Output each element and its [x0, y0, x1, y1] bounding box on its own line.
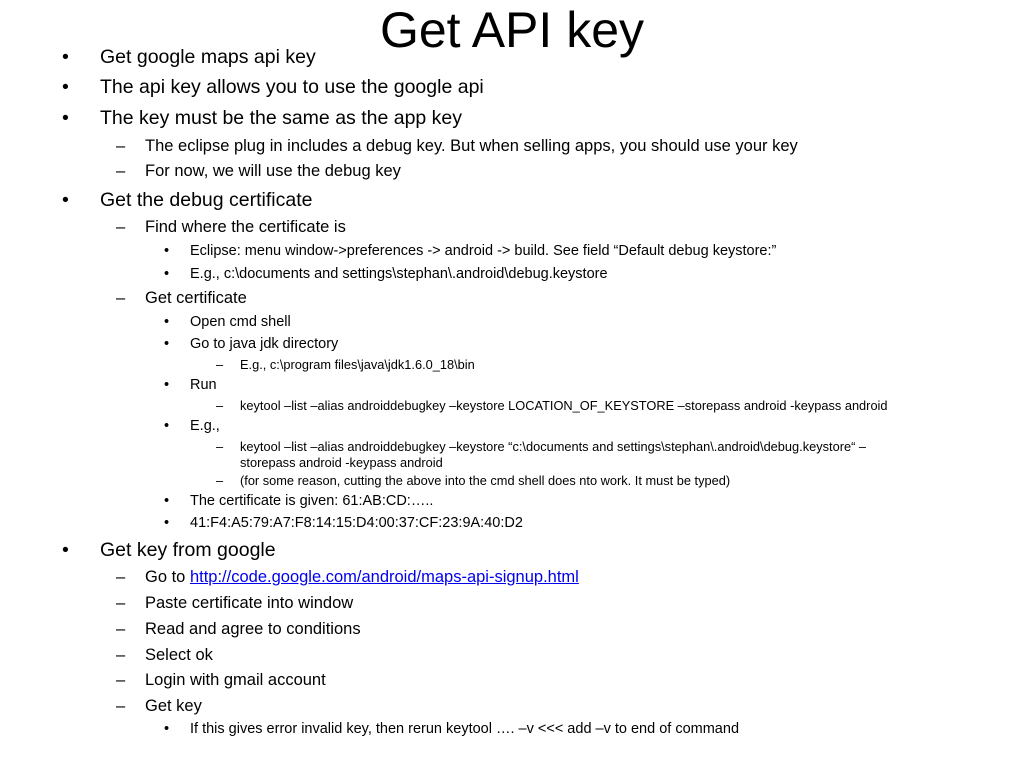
- sub-sub-item: [164, 266, 608, 282]
- detail-item-text: keytool –list –alias androiddebugkey –keystore LOCATION_OF_KEYSTORE –storepass android -keypass android: [240, 398, 888, 413]
- sub-item-text: For now, we will use the debug key: [145, 162, 401, 180]
- sub-sub-item-text: E.g.,: [190, 418, 220, 434]
- detail-item-continuation: [240, 455, 443, 470]
- sub-sub-item-text: Go to java jdk directory: [190, 336, 339, 352]
- sub-item-text: Get certificate: [145, 289, 247, 307]
- bullet-marker: •: [164, 515, 170, 531]
- bullet-item: [62, 46, 316, 69]
- sub-item: [116, 671, 326, 690]
- dash-marker: –: [116, 162, 126, 180]
- sub-sub-item: [164, 314, 291, 330]
- detail-item-text: keytool –list –alias androiddebugkey –keystore “c:\documents and settings\stephan\.android\debug.keystore“ –: [240, 439, 867, 454]
- sub-item: [116, 620, 361, 639]
- bullet-marker: •: [164, 377, 170, 393]
- bullet-text: The key must be the same as the app key: [100, 107, 463, 129]
- sub-sub-item: [164, 418, 220, 434]
- maps-api-signup-link[interactable]: http://code.google.com/android/maps-api-signup.html: [189, 568, 579, 586]
- bullet-text: Get key from google: [100, 539, 276, 561]
- dash-marker: –: [216, 357, 224, 372]
- detail-item: [216, 439, 867, 454]
- sub-item: [116, 568, 579, 587]
- bullet-marker: •: [164, 314, 170, 330]
- dash-marker: –: [116, 218, 126, 236]
- sub-sub-item-text: 41:F4:A5:79:A7:F8:14:15:D4:00:37:CF:23:9A:40:D2: [190, 515, 523, 531]
- bullet-marker: •: [62, 107, 69, 129]
- dash-marker: –: [116, 697, 126, 715]
- bullet-marker: •: [62, 76, 69, 98]
- page-title: Get API key: [379, 2, 644, 58]
- dash-marker: –: [216, 473, 224, 488]
- bullet-text: The api key allows you to use the google api: [100, 76, 484, 98]
- sub-sub-item-text: Run: [190, 377, 217, 393]
- sub-item-text: Paste certificate into window: [145, 594, 354, 612]
- sub-sub-item: [164, 493, 434, 509]
- sub-sub-item-text: E.g., c:\documents and settings\stephan\.android\debug.keystore: [190, 266, 608, 282]
- bullet-marker: •: [62, 46, 69, 68]
- sub-item: [116, 218, 346, 237]
- sub-item-text: Login with gmail account: [145, 671, 326, 689]
- bullet-marker: •: [164, 721, 170, 737]
- detail-item: [216, 473, 731, 488]
- bullet-text: Get the debug certificate: [100, 189, 313, 211]
- sub-item: [116, 697, 202, 716]
- detail-item: [216, 398, 888, 413]
- bullet-marker: •: [62, 189, 69, 211]
- sub-item: [116, 137, 798, 156]
- dash-marker: –: [116, 137, 126, 155]
- bullet-marker: •: [164, 243, 170, 259]
- sub-item: [116, 162, 401, 181]
- bullet-item: [62, 107, 463, 130]
- sub-item: [116, 594, 354, 613]
- sub-sub-item: [164, 336, 339, 352]
- sub-item-text: The eclipse plug in includes a debug key. But when selling apps, you should use your key: [145, 137, 798, 155]
- sub-sub-item: [164, 721, 740, 737]
- bullet-item: [62, 539, 276, 562]
- sub-item-text: Select ok: [145, 646, 213, 664]
- bullet-marker: •: [164, 336, 170, 352]
- sub-sub-item: [164, 515, 523, 531]
- dash-marker: –: [116, 594, 126, 612]
- sub-item-text: Find where the certificate is: [145, 218, 346, 236]
- dash-marker: –: [116, 568, 126, 586]
- sub-sub-item-text: The certificate is given: 61:AB:CD:…..: [190, 493, 434, 509]
- detail-item-text: (for some reason, cutting the above into the cmd shell does nto work. It must be typed): [240, 473, 731, 488]
- detail-item-text: E.g., c:\program files\java\jdk1.6.0_18\bin: [240, 357, 475, 372]
- sub-item-text: Get key: [145, 697, 202, 715]
- dash-marker: –: [216, 398, 224, 413]
- dash-marker: –: [216, 439, 224, 454]
- sub-item-text: Go to: [145, 568, 190, 586]
- dash-marker: –: [116, 671, 126, 689]
- dash-marker: –: [116, 620, 126, 638]
- detail-item-text: storepass android -keypass android: [240, 455, 443, 470]
- sub-sub-item-text: Open cmd shell: [190, 314, 291, 330]
- bullet-item: [62, 76, 484, 99]
- sub-item: [116, 289, 247, 308]
- dash-marker: –: [116, 289, 126, 307]
- dash-marker: –: [116, 646, 126, 664]
- sub-item: [116, 646, 213, 665]
- sub-sub-item-text: If this gives error invalid key, then rerun keytool …. –v <<< add –v to end of command: [190, 721, 740, 737]
- bullet-text: Get google maps api key: [100, 46, 316, 68]
- bullet-marker: •: [62, 539, 69, 561]
- detail-item: [216, 357, 475, 372]
- sub-sub-item: [164, 377, 217, 393]
- bullet-marker: •: [164, 493, 170, 509]
- sub-item-text: Read and agree to conditions: [145, 620, 361, 638]
- bullet-marker: •: [164, 418, 170, 434]
- sub-sub-item-text: Eclipse: menu window->preferences -> android -> build. See field “Default debug keystore:”: [190, 243, 777, 259]
- sub-sub-item: [164, 243, 777, 259]
- bullet-marker: •: [164, 266, 170, 282]
- bullet-item: [62, 189, 313, 212]
